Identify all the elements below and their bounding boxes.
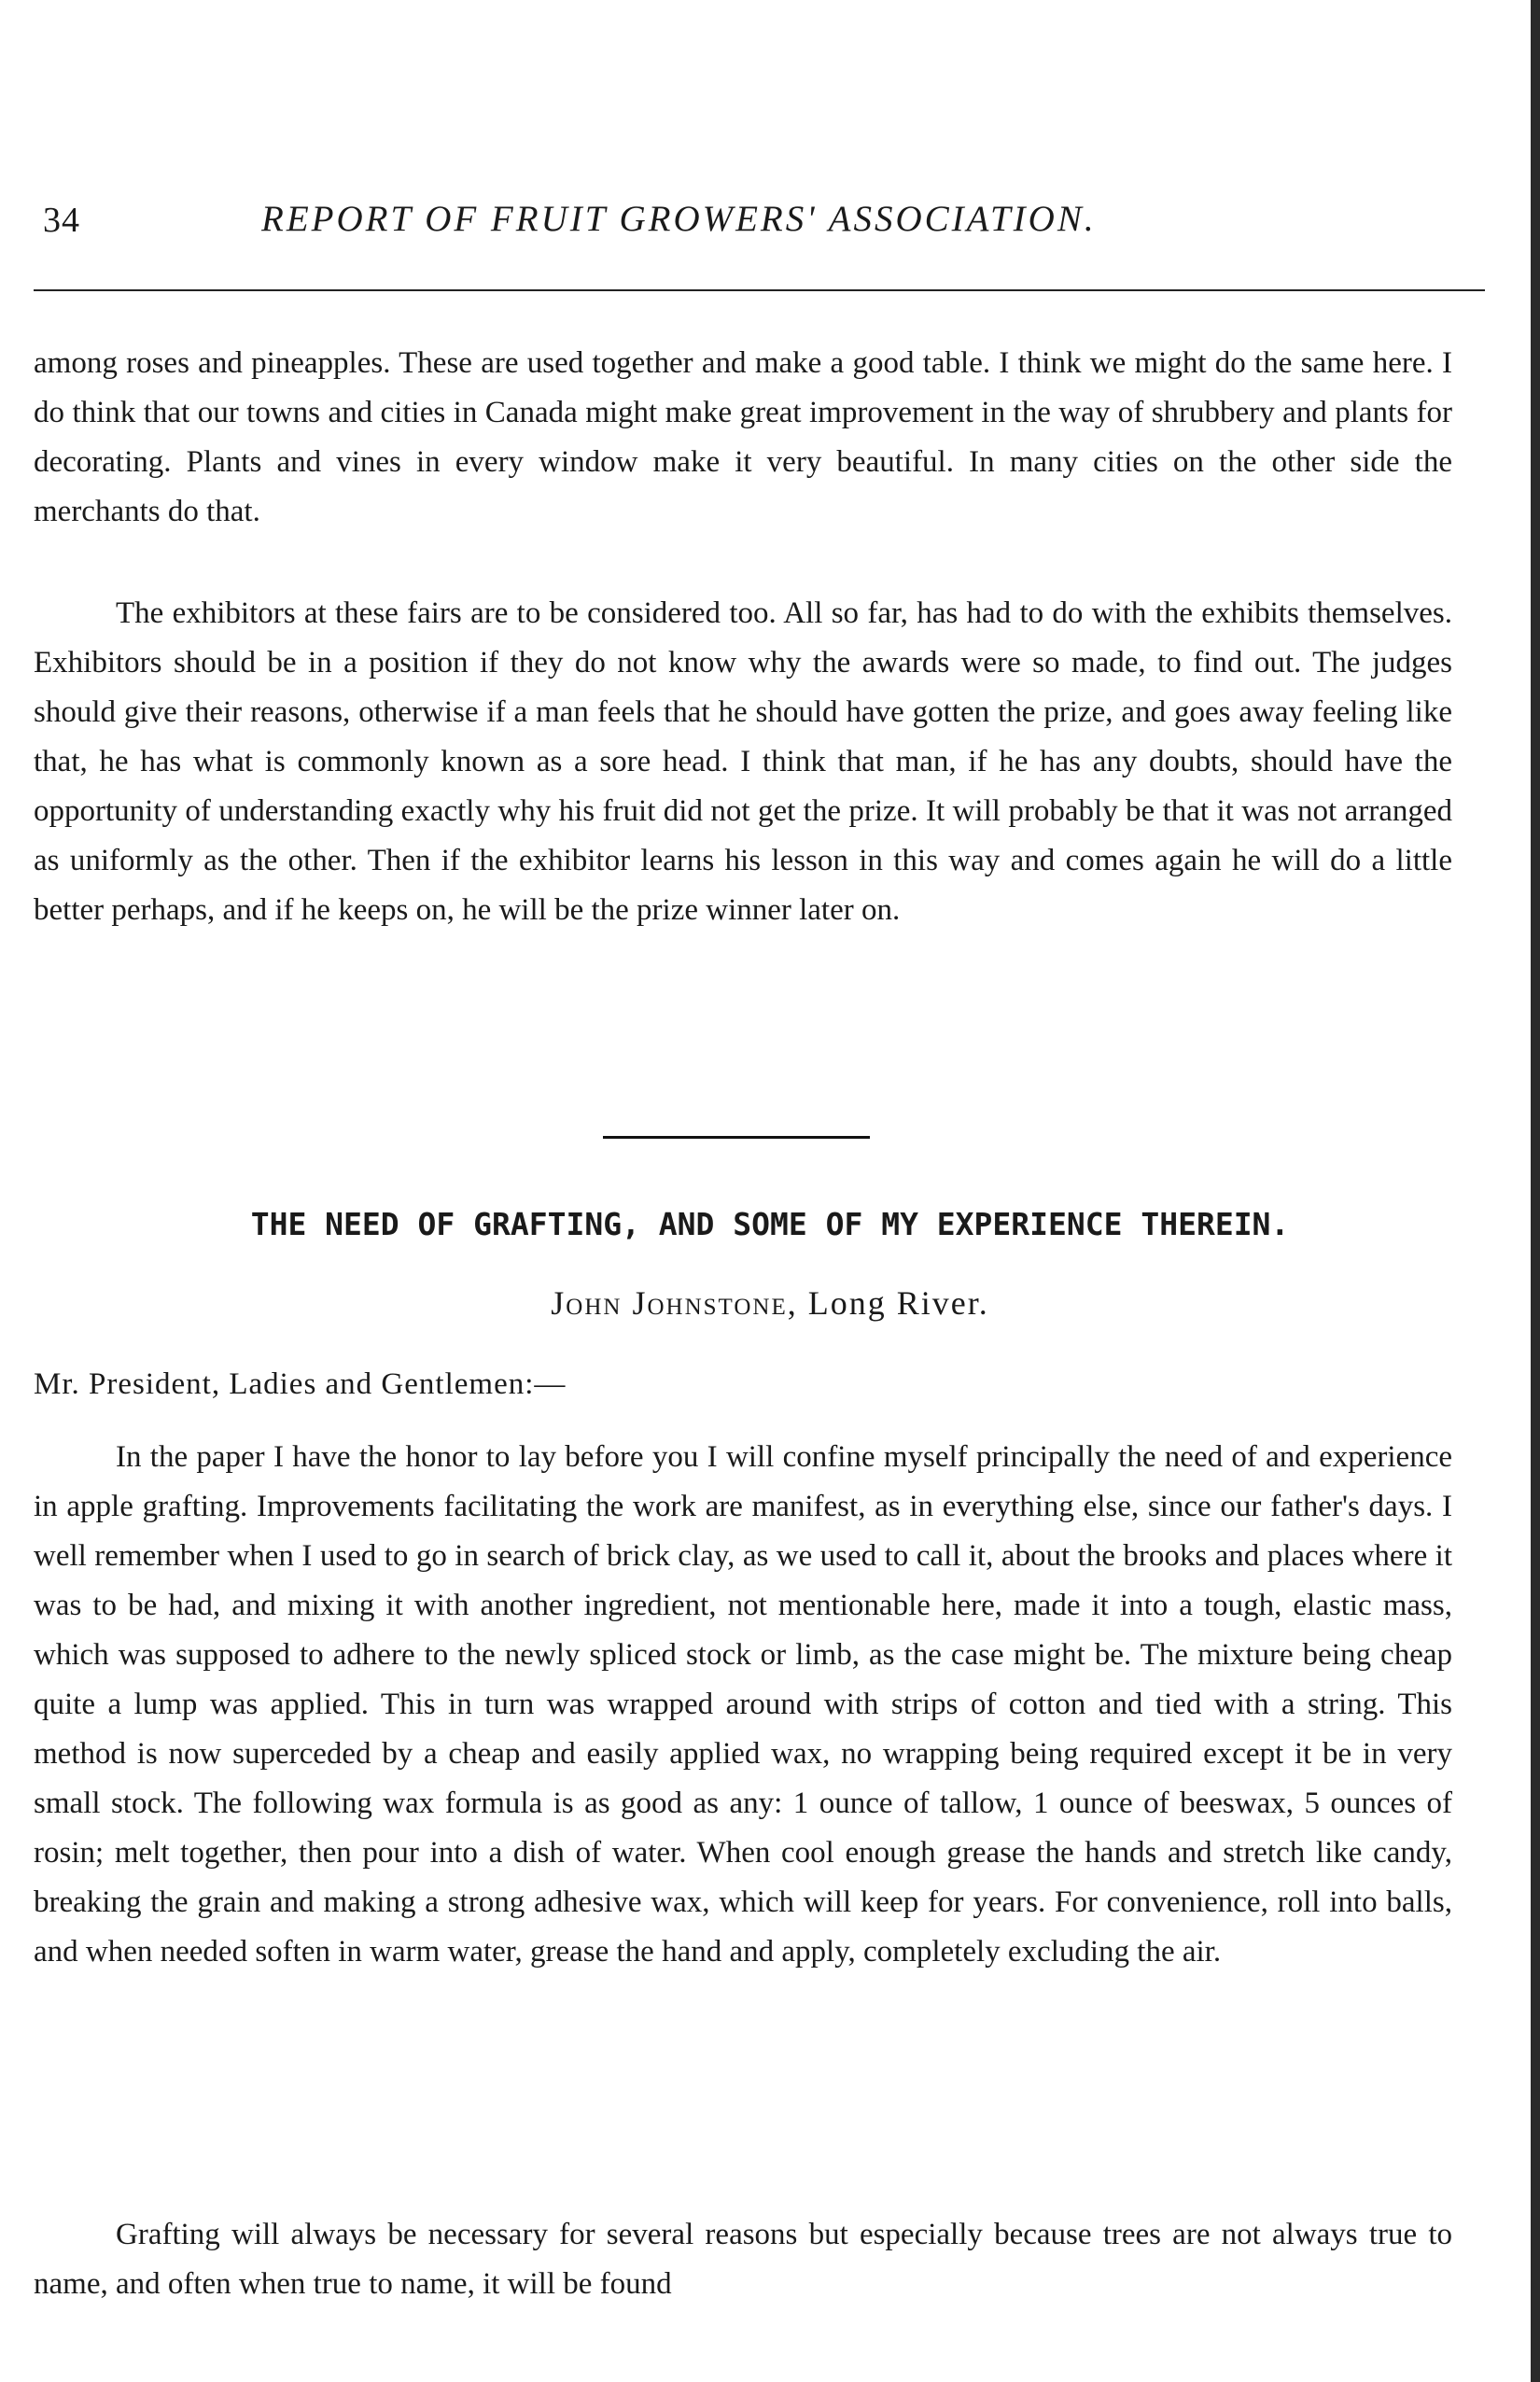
header-rule <box>34 289 1485 291</box>
page-number: 34 <box>43 201 80 240</box>
article-title: THE NEED OF GRAFTING, AND SOME OF MY EXPERIENCE THEREIN. <box>250 1206 1290 1242</box>
paragraph-grafting-wax: In the paper I have the honor to lay before you I will confine myself principally the need of and experience in apple grafting. Improvements facilitating the work are manifest, as in everything else, since our father's days. I well remember when I used to go in search of brick clay, as we used to call it, about the brooks and places where it was to be had, and mixing it with another ingredient, not mentionable here, made it into a tough, elastic mass, which was supposed to adhere to the newly spliced stock or limb, as the case might be. The mixture being cheap quite a lump was applied. This in turn was wrapped around with strips of cotton and tied with a string. This method is now superceded by a cheap and easily applied wax, no wrapping being required except it be in very small stock. The following wax formula is as good as any: 1 ounce of tallow, 1 ounce of beeswax, 5 ounces of rosin; melt together, then pour into a dish of water. When cool enough grease the hands and stretch like candy, breaking the grain and making a strong adhesive wax, which will keep for years. For convenience, roll into balls, and when needed soften in warm water, grease the hand and apply, completely excluding the air. <box>34 1440 1452 1969</box>
running-head: REPORT OF FRUIT GROWERS' ASSOCIATION. <box>261 199 1097 239</box>
section-divider <box>603 1136 870 1139</box>
paragraph-exhibitors: The exhibitors at these fairs are to be considered too. All so far, has had to do with the exhibits themselves. Exhibitors should be in a position if they do not know why the awards were so made, to find out. The judges should give their reasons, otherwise if a man feels that he should have gotten the prize, and goes away feeling like that, he has what is commonly known as a sore head. I think that man, if he has any doubts, should have the opportunity of understanding exactly why his fruit did not get the prize. It will probably be that it was not arranged as uniformly as the other. Then if the exhibitor learns his lesson in this way and comes again he will do a little better perhaps, and if he keeps on, he will be the prize winner later on. <box>34 596 1452 927</box>
paragraph-grafting-reasons: Grafting will always be necessary for several reasons but especially because trees are not always true to name, and often when true to name, it will be found <box>34 2218 1452 2301</box>
page-edge <box>1531 0 1540 2382</box>
author-location: , Long River. <box>787 1284 989 1322</box>
byline <box>34 1283 1506 1323</box>
author-name: John Johnstone <box>551 1284 788 1322</box>
salutation: Mr. President, Ladies and Gentlemen:— <box>34 1367 567 1401</box>
paragraph-roses: among roses and pineapples. These are used together and make a good table. I think we might do the same here. I do think that our towns and cities in Canada might make great improvement in the way of shrubbery and plants for decorating. Plants and vines in every window make it very beautiful. In many cities on the other side the merchants do that. <box>34 346 1452 528</box>
